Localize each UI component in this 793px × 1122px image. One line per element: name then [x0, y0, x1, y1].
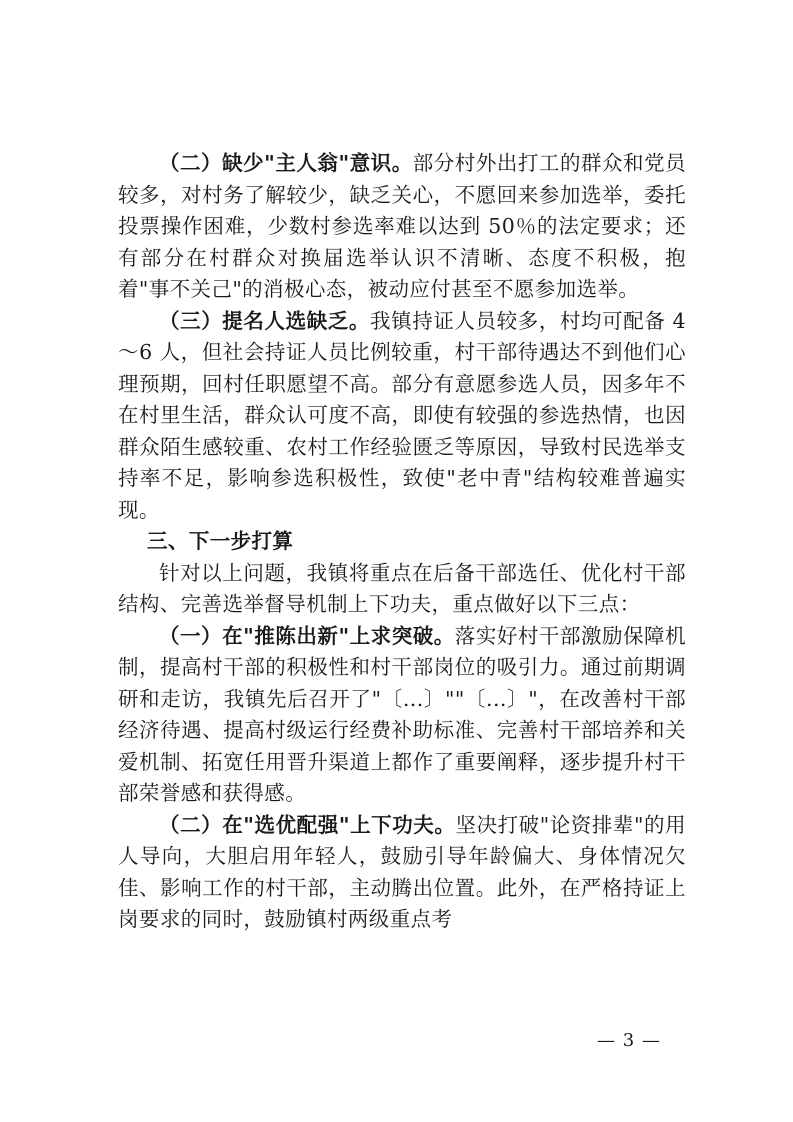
- paragraph-text: 部分村外出打工的群众和党员较多，对村务了解较少，缺乏关心，不愿回来参加选举，委托投票操作困难，少数村参选率难以达到 50％的法定要求；还有部分在村群众对换届选举认识不清晰、态度不积极，抱着"事不关己"的消极心态，被动应付甚至不愿参加选举。: [118, 151, 687, 301]
- paragraph-nominee-shortage: [118, 306, 686, 527]
- paragraph-text: 落实好村干部激励保障机制，提高村干部的积极性和村干部岗位的吸引力。通过前期调研和走访，我镇先后召开了"〔...〕""〔...〕"，在改善村干部经济待遇、提高村级运行经费补助标准、完善村干部培养和关爱机制、拓宽任用晋升渠道上都作了重要阐释，逐步提升村干部荣誉感和获得感。: [118, 623, 686, 805]
- paragraph-text: 我镇持证人员较多，村均可配备 4～6 人，但社会持证人员比例较重，村干部待遇达不到他们心理预期，回村任职愿望不高。部分有意愿参选人员，因多年不在村里生活，群众认可度不高，即使有较强的参选热情，也因群众陌生感较重、农村工作经验匮乏等原因，导致村民选举支持率不足，影响参选积极性，致使"老中青"结构较难普遍实现。: [118, 308, 686, 522]
- paragraph-lead: （三）提名人选缺乏。: [159, 308, 371, 333]
- paragraph-text: 坚决打破"论资排辈"的用人导向，大胆启用年轻人，鼓励引导年龄偏大、身体情况欠佳、影响工作的村干部，主动腾出位置。此外，在严格持证上岗要求的同时，鼓励镇村两级重点考: [118, 812, 686, 931]
- paragraph-lead: （二）缺少"主人翁"意识。: [159, 151, 413, 175]
- section-heading: 三、下一步打算: [147, 529, 294, 553]
- paragraph-lead: （二）在"选优配强"上下功夫。: [159, 812, 456, 837]
- document-body: [118, 148, 686, 936]
- page-number: — 3 —: [597, 1030, 661, 1051]
- paragraph-lack-ownership: [118, 148, 686, 306]
- paragraph-innovation: [118, 621, 686, 810]
- paragraph-lead: （一）在"推陈出新"上求突破。: [159, 623, 455, 648]
- intro-paragraph: 针对以上问题，我镇将重点在后备干部选任、优化村干部结构、完善选举督导机制上下功夫，重点做好以下三点：: [118, 560, 686, 616]
- paragraph-select-best: [118, 810, 686, 936]
